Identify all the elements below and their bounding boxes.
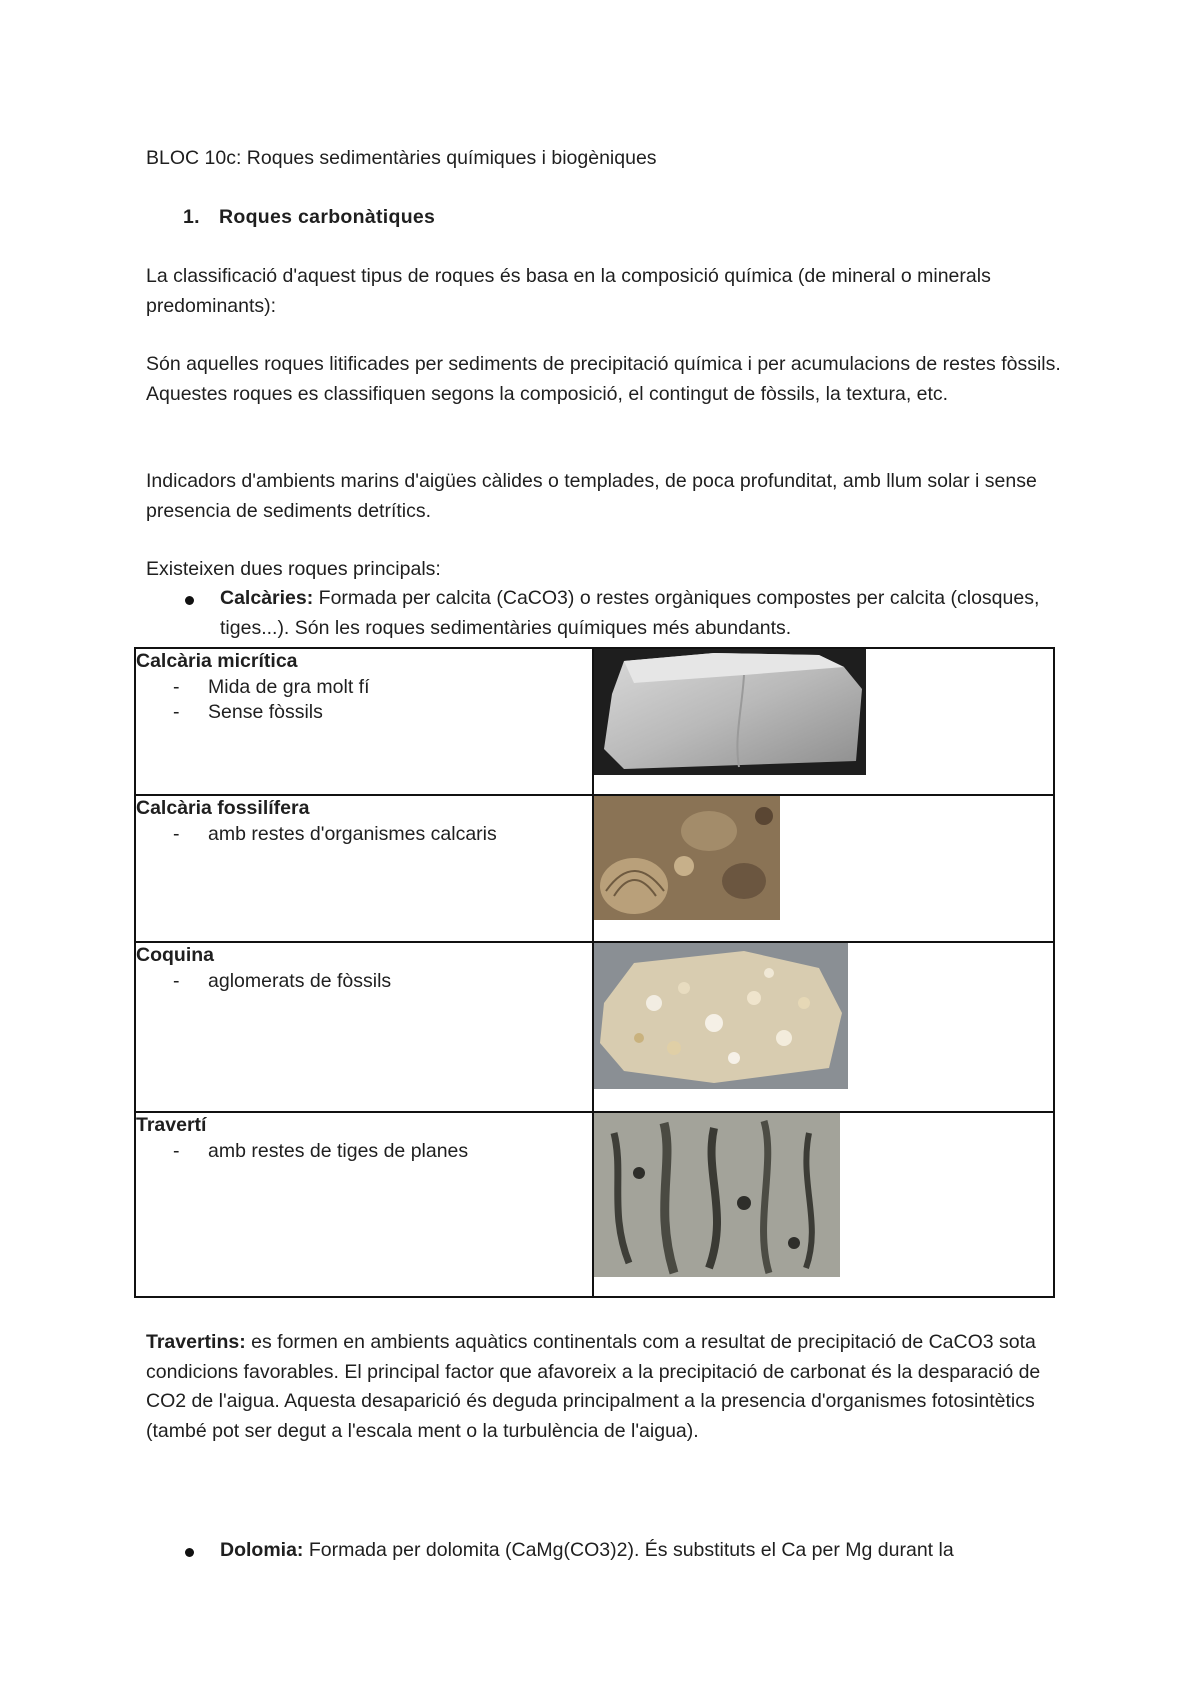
- paragraph-main-rocks: Existeixen dues roques principals:: [146, 558, 441, 580]
- table-row: [135, 1112, 1054, 1297]
- paragraph-indicators: Indicadors d'ambients marins d'aigües càlides o templades, de poca profunditat, amb llum solar i sense presencia de sediments detrítics.: [146, 470, 1037, 522]
- paragraph-travertins: [146, 1328, 1066, 1446]
- calcaria-fossilifera-image: [594, 796, 780, 920]
- calcaria-micritica-image: [594, 649, 866, 775]
- list-item: - Sense fòssils: [173, 701, 323, 723]
- section-number: 1.: [183, 206, 200, 228]
- list-item: - aglomerats de fòssils: [173, 969, 392, 992]
- rock-name: Travertí: [136, 1114, 207, 1136]
- paragraph-definition: Són aquelles roques litificades per sediments de precipitació química i per acumulacions de restes fòssils. Aquestes roques es classifiquen segons la composició, el contingut de fòssils, la textura, etc.: [146, 353, 1061, 405]
- bullet-dot-icon: [185, 596, 194, 605]
- rock-image-cell: [593, 648, 1054, 795]
- rock-image-cell: [593, 1112, 1054, 1297]
- list-item: - amb restes d'organismes calcaris: [173, 822, 497, 845]
- rock-name: Calcària micrítica: [136, 650, 298, 672]
- rock-description-cell: [135, 1112, 593, 1297]
- section-label: Roques carbonàtiques: [219, 206, 436, 228]
- rock-description-cell: [135, 795, 593, 942]
- travertins-text: es formen en ambients aquàtics continentals com a resultat de precipitació de CaCO3 sota condicions favorables. El principal factor que afavoreix a la precipitació de carbonat és la desparació de CO2 de l'aigua. Aquesta desaparició és deguda principalment a la presencia d'organismes fotosintètics (també pot ser degut a l'escala ment o la turbulència de l'aigua).: [146, 1331, 1041, 1442]
- table-row: [135, 648, 1054, 795]
- traverti-image: [594, 1113, 840, 1277]
- section-heading: [183, 203, 1103, 233]
- table-row: [135, 795, 1054, 942]
- document-title: BLOC 10c: Roques sedimentàries químiques i biogèniques: [146, 147, 657, 169]
- rock-name: Coquina: [136, 944, 214, 966]
- list-item: - amb restes de tiges de planes: [173, 1139, 469, 1162]
- coquina-image: [594, 943, 848, 1089]
- bullet-calcaries-text: Formada per calcita (CaCO3) o restes orgàniques compostes per calcita (closques, tiges...). Són les roques sedimentàries químiques més abundants.: [220, 587, 1040, 639]
- bullet-calcaries-term: Calcàries:: [220, 587, 314, 609]
- paragraph-classification: La classificació d'aquest tipus de roques és basa en la composició química (de mineral o minerals predominants):: [146, 265, 991, 317]
- rock-description-cell: [135, 942, 593, 1112]
- rock-description-cell: [135, 648, 593, 795]
- rock-name: Calcària fossilífera: [136, 797, 310, 819]
- rock-types-table: [134, 647, 1055, 1298]
- travertins-term: Travertins:: [146, 1331, 246, 1353]
- list-item: - Mida de gra molt fí: [173, 675, 370, 698]
- table-row: [135, 942, 1054, 1112]
- rock-image-cell: [593, 942, 1054, 1112]
- bullet-dolomia-text: Formada per dolomita (CaMg(CO3)2). És substituts el Ca per Mg durant la: [303, 1539, 954, 1561]
- bullet-dot-icon: [185, 1548, 194, 1557]
- rock-image-cell: [593, 795, 1054, 942]
- bullet-dolomia-term: Dolomia:: [220, 1539, 304, 1561]
